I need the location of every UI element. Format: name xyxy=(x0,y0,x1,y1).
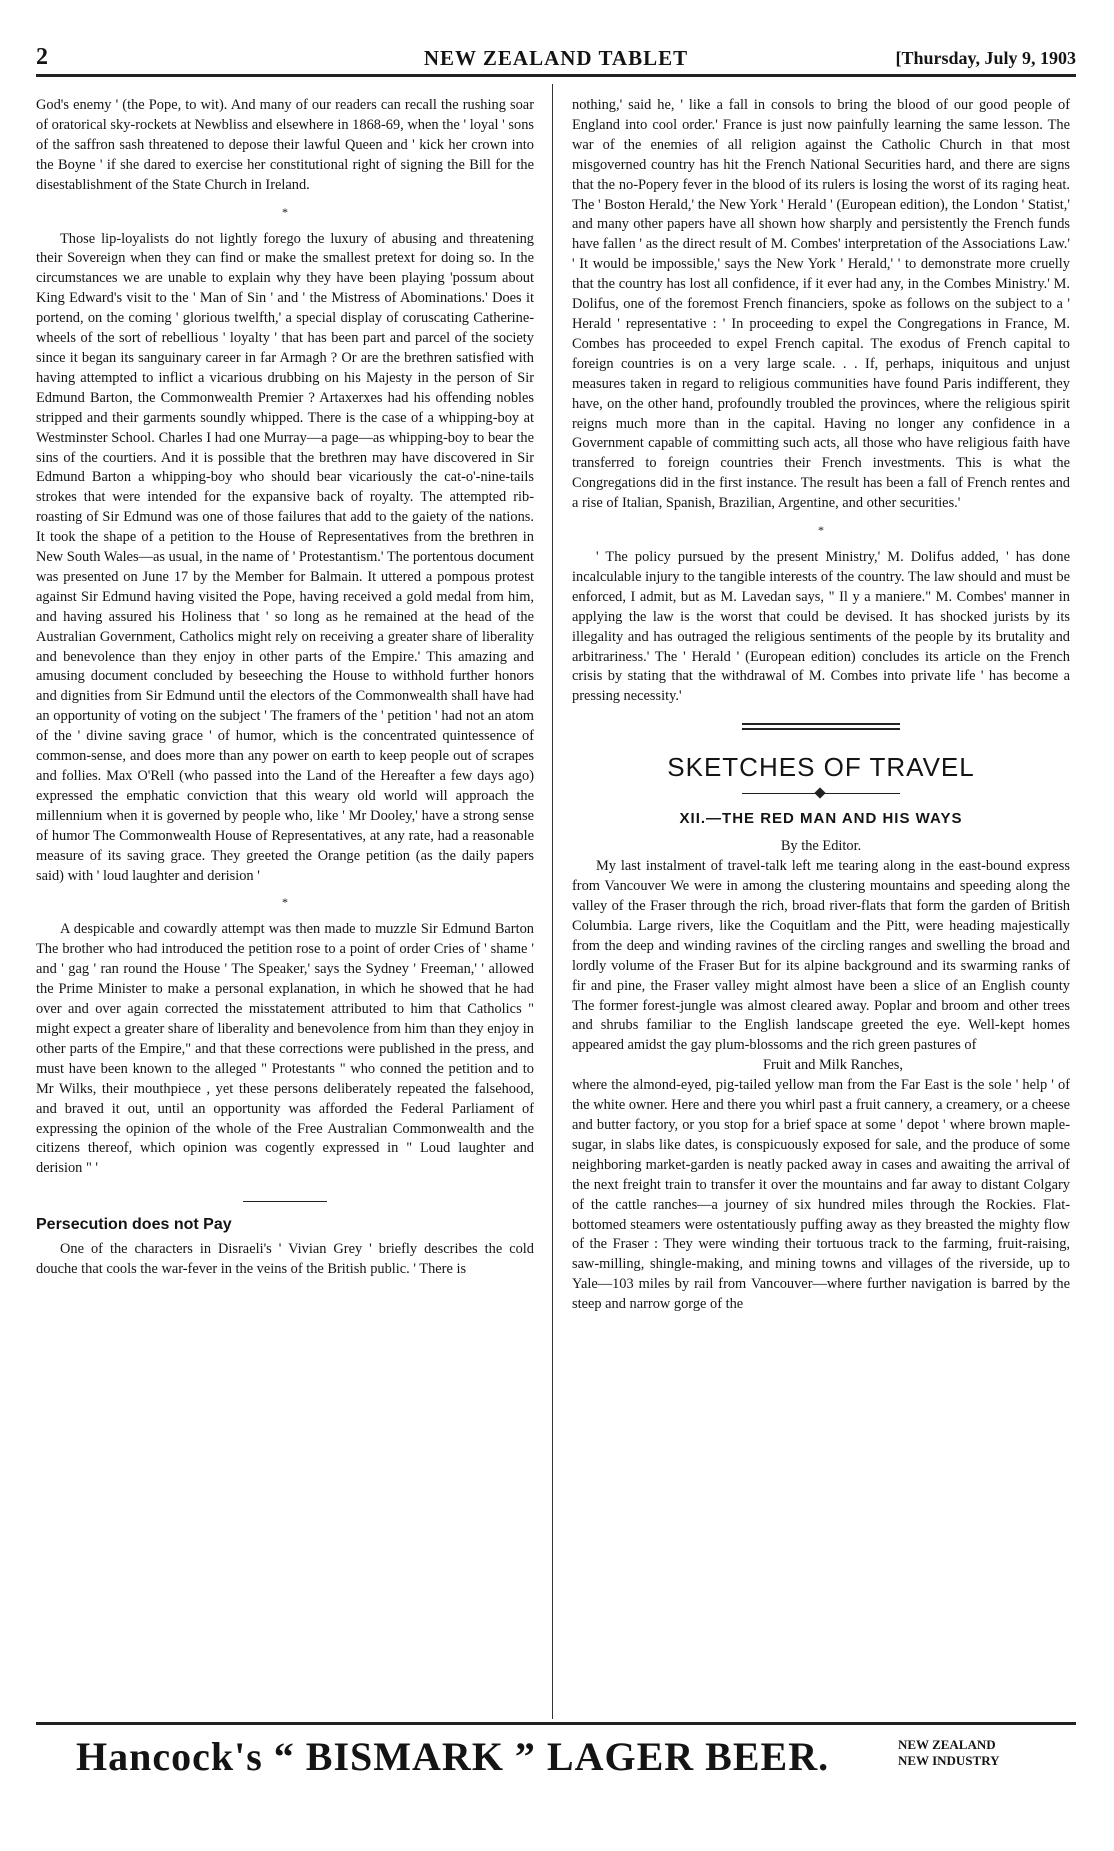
note-line: NEW INDUSTRY xyxy=(898,1753,1000,1768)
divider-rule xyxy=(243,1201,327,1202)
paragraph: My last instalment of travel-talk left me tearing along in the east-bound express from Vancouver We were in among the clustering mountains and speeding along the valley of the Fraser through the rich, broad river-flats that form the garden of British Columbia. Large rivers, like the Coquitlam and the Pitt, were heading majestically from the deep and winding ravines of the circling ranges and swelling the broad and lordly volume of the Fraser But for its alpine background and its swarming ranks of fir and pine, the Fraser valley might almost have been a slice of an English county The former forest-jungle was almost cleared away. Poplar and broom and other trees and shrubs familiar to the English landscape greeted the eye. Well-kept homes appeared amidst the gay plum-blossoms and the rich green pastures of xyxy=(572,858,1070,1054)
right-column xyxy=(572,96,1070,1315)
issue-date: [Thursday, July 9, 1903 xyxy=(895,48,1076,68)
paragraph: ' The policy pursued by the present Ministry,' M. Dolifus added, ' has done incalculable injury to the tangible interests of the country. The law should and must be enforced, I admit, but as M. Lavedan says, " Il y a maniere." M. Combes' manner in applying the law is the worst that could be devised. It has shocked jurists by its illegality and has outraged the religious sentiments of the people by its brutality and arbitrariness.' The ' Herald ' (European edition) concludes its article on the French crisis by stating that the withdrawal of M. Combes into private life ' has become a pressing necessity.' xyxy=(572,549,1070,705)
masthead-title: NEW ZEALAND TABLET xyxy=(423,46,689,70)
paragraph: Those lip-loyalists do not lightly forego the luxury of abusing and threatening their Sovereign when they can find or make the smallest pretext for doing so. In the circumstances we are unable to explain why they have been playing 'possum about King Edward's visit to the ' Man of Sin ' and ' the Mistress of Abominations.' Does it portend, on the coming ' glorious twelfth,' a special display of coruscating Catherine-wheels of the sort of rebellious ' loyalty ' that has been part and parcel of the society since it began its sanguinary career in far Armagh ? Or are the brethren satisfied with having attempted to inflict a vicarious drubbing on his Majesty in the person of Sir Edmund Barton, the Commonwealth Premier ? Artaxerxes had his offending nobles stripped and their garments soundly whipped. There is the case of a whipping-boy at Westminster School. Charles I had one Murray—a page—as whipping-boy to bear the sins of the courtiers. And it is possible that the brethren may have discovered in Sir Edmund Barton a whipping-boy who should bear vicariously the cat-o'-nine-tails strokes that were intended for the expansive back of royalty. The attempted rib-roasting of Sir Edmund was one of those failures that add to the gaiety of the nations. It took the shape of a petition to the House of Representatives from the brethren in New South Wales—as usual, in the name of ' Protestantism.' The portentous document was presented on June 17 by the Member for Balmain. It uttered a pompous protest against Sir Edmund having visited the Pope, having received a gold medal from him, and having assured his Holiness that ' so long as he remained at the head of the Australian Government, Catholics might rely on receiving a greater share of liberality and benevolence than they enjoy in other parts of the Empire.' This amazing and amusing document concluded by beseeching the House to withhold further honors and dignities from Sir Edmund until the electors of the Commonwealth shall have had an opportunity of voting on the subject ' The framers of the ' petition ' had not an atom of the ' divine saving grace ' of humor, which is the concentrated quintessence of common-sense, and does more than any power on earth to keep people out of scrapes and follies. Max O'Rell (who passed into the Land of the Hereafter a few days ago) expressed the emphatic conviction that this weary old world will approach the millennium when it is governed by people who, like ' Mr Dooley,' have a strong sense of humor The Commonwealth House of Representatives, at any rate, had a reasonable measure of its saving grace. They greeted the Orange petition (as the daily papers said) with ' loud laughter and derision ' xyxy=(36,230,534,884)
section-star: * xyxy=(282,895,288,910)
paragraph: God's enemy ' (the Pope, to wit). And many of our readers can recall the rushing soar of oratorical sky-rockets at Newbliss and elsewhere in 1868-69, when the ' loyal ' sons of the saffron sash threatened to depose their lawful Queen and ' kick her crown into the Boyne ' if she dared to exercise her constitutional right of signing the Bill for the disestablishment of the State Church in Ireland. xyxy=(36,97,534,193)
inline-heading: Fruit and Milk Ranches, xyxy=(763,1057,903,1074)
page-number: 2 xyxy=(36,44,48,70)
subheading: Persecution does not Pay xyxy=(36,1216,232,1234)
note-line: NEW ZEALAND xyxy=(898,1737,996,1752)
left-column xyxy=(36,96,534,1280)
byline: By the Editor. xyxy=(780,838,862,855)
paragraph: where the almond-eyed, pig-tailed yellow man from the Far East is the sole ' help ' of the white owner. Here and there you whirl past a fruit cannery, a creamery, or a cheese and butter factory, or you stop for a brief space at some ' depot ' where brown maple-sugar, in slabs like dates, is conspicuously exposed for sale, and the produce of some neighboring market-garden is neatly packed away in cases and awaiting the arrival of the next freight train to transfer it over the mountains and far away to distant Colgary of the cattle ranches—a journey of six hundred miles through the Rockies. Flat-bottomed steamers were ostentatiously puffing away as they breasted the mighty flow of the Fraser : They were winding their tortuous track to the farming, fruit-raising, saw-milling, shingle-making, and mining towns and villages of the riverside, up to Yale—103 miles by rail from Vancouver—where further navigation is barred by the steep and narrow gorge of the xyxy=(572,1077,1070,1313)
advertisement-note xyxy=(898,1737,1000,1769)
paragraph: A despicable and cowardly attempt was then made to muzzle Sir Edmund Barton The brother who had introduced the petition rose to a point of order Cries of ' shame ' and ' gag ' ran round the House ' The Speaker,' says the Sydney ' Freeman,' ' allowed the Prime Minister to make a personal explanation, in which he showed that he had over and over again corrected the misstatement attributed to him that Catholics " might expect a greater share of liberality and benevolence from him than they enjoy in other parts of the Empire," and that these corrections were published in the press, and must have been known to the alleged " Protestants " who conned the petition and to Mr Wilks, their mouthpiece , yet these persons deliberately repeated the falsehood, and braved it out, until an opportunity was afforded the Federal Parliament of expressing the opinion of the whole of the Free Australian Commonwealth and the citizens thereof, which opinion was cogently expressed in " Loud laughter and derision " ' xyxy=(36,921,534,1177)
section-title: SKETCHES OF TRAVEL xyxy=(667,752,975,783)
paragraph: One of the characters in Disraeli's ' Vivian Grey ' briefly describes the cold douche that cools the war-fever in the veins of the British public. ' There is xyxy=(36,1241,534,1278)
double-rule xyxy=(742,723,900,730)
ornament-rule xyxy=(742,788,900,798)
section-subtitle: XII.—THE RED MAN AND HIS WAYS xyxy=(679,810,963,828)
paragraph: nothing,' said he, ' like a fall in consols to bring the blood of our good people of England into cool order.' France is just now painfully learning the same lesson. The war of the enemies of all religion against the Catholic Church in that most misgoverned country has hit the French National Securities hard, and there are signs that the no-Popery fever in the blood of its rulers is losing the worst of its raging heat. The ' Boston Herald,' the New York ' Herald ' (European edition), the London ' Statist,' and many other papers have all shown how sharply and persistently the French funds have fallen ' as the direct result of M. Combes' interpretation of the Associations Law.' ' It would be impossible,' says the New York ' Herald,' ' to demonstrate more cruelly that the country has lost all confidence, if it ever had any, in the Combes Ministry.' M. Dolifus, one of the foremost French financiers, spoke as follows on the subject to a ' Herald ' representative : ' In proceeding to expel the Congregations in France, M. Combes has proceeded to expel French capital. The exodus of French capital to foreign countries is on a very large scale. . . If, perhaps, iniquitous and unjust measures taken in regard to religious communities have found Paris indifferent, they have, on the other hand, profoundly troubled the provinces, where the religious spirit reigns much more than in the capital. Having no longer any confidence in a Government capable of committing such acts, all those who have religious faith have transferred to foreign countries their French investments. This is what the Congregations did in the first instance. The result has been a fall of French rentes and a rise of Italian, Spanish, Brazilian, Argentine, and other securities.' xyxy=(572,97,1070,512)
column-divider xyxy=(552,84,553,1719)
section-star: * xyxy=(818,523,824,538)
advertisement-text: Hancock's “ BISMARK ” LAGER BEER. xyxy=(76,1734,830,1779)
diamond-icon xyxy=(814,788,825,799)
advertisement-footer xyxy=(36,1722,1076,1789)
page-header xyxy=(36,44,1076,77)
section-star: * xyxy=(282,204,288,219)
